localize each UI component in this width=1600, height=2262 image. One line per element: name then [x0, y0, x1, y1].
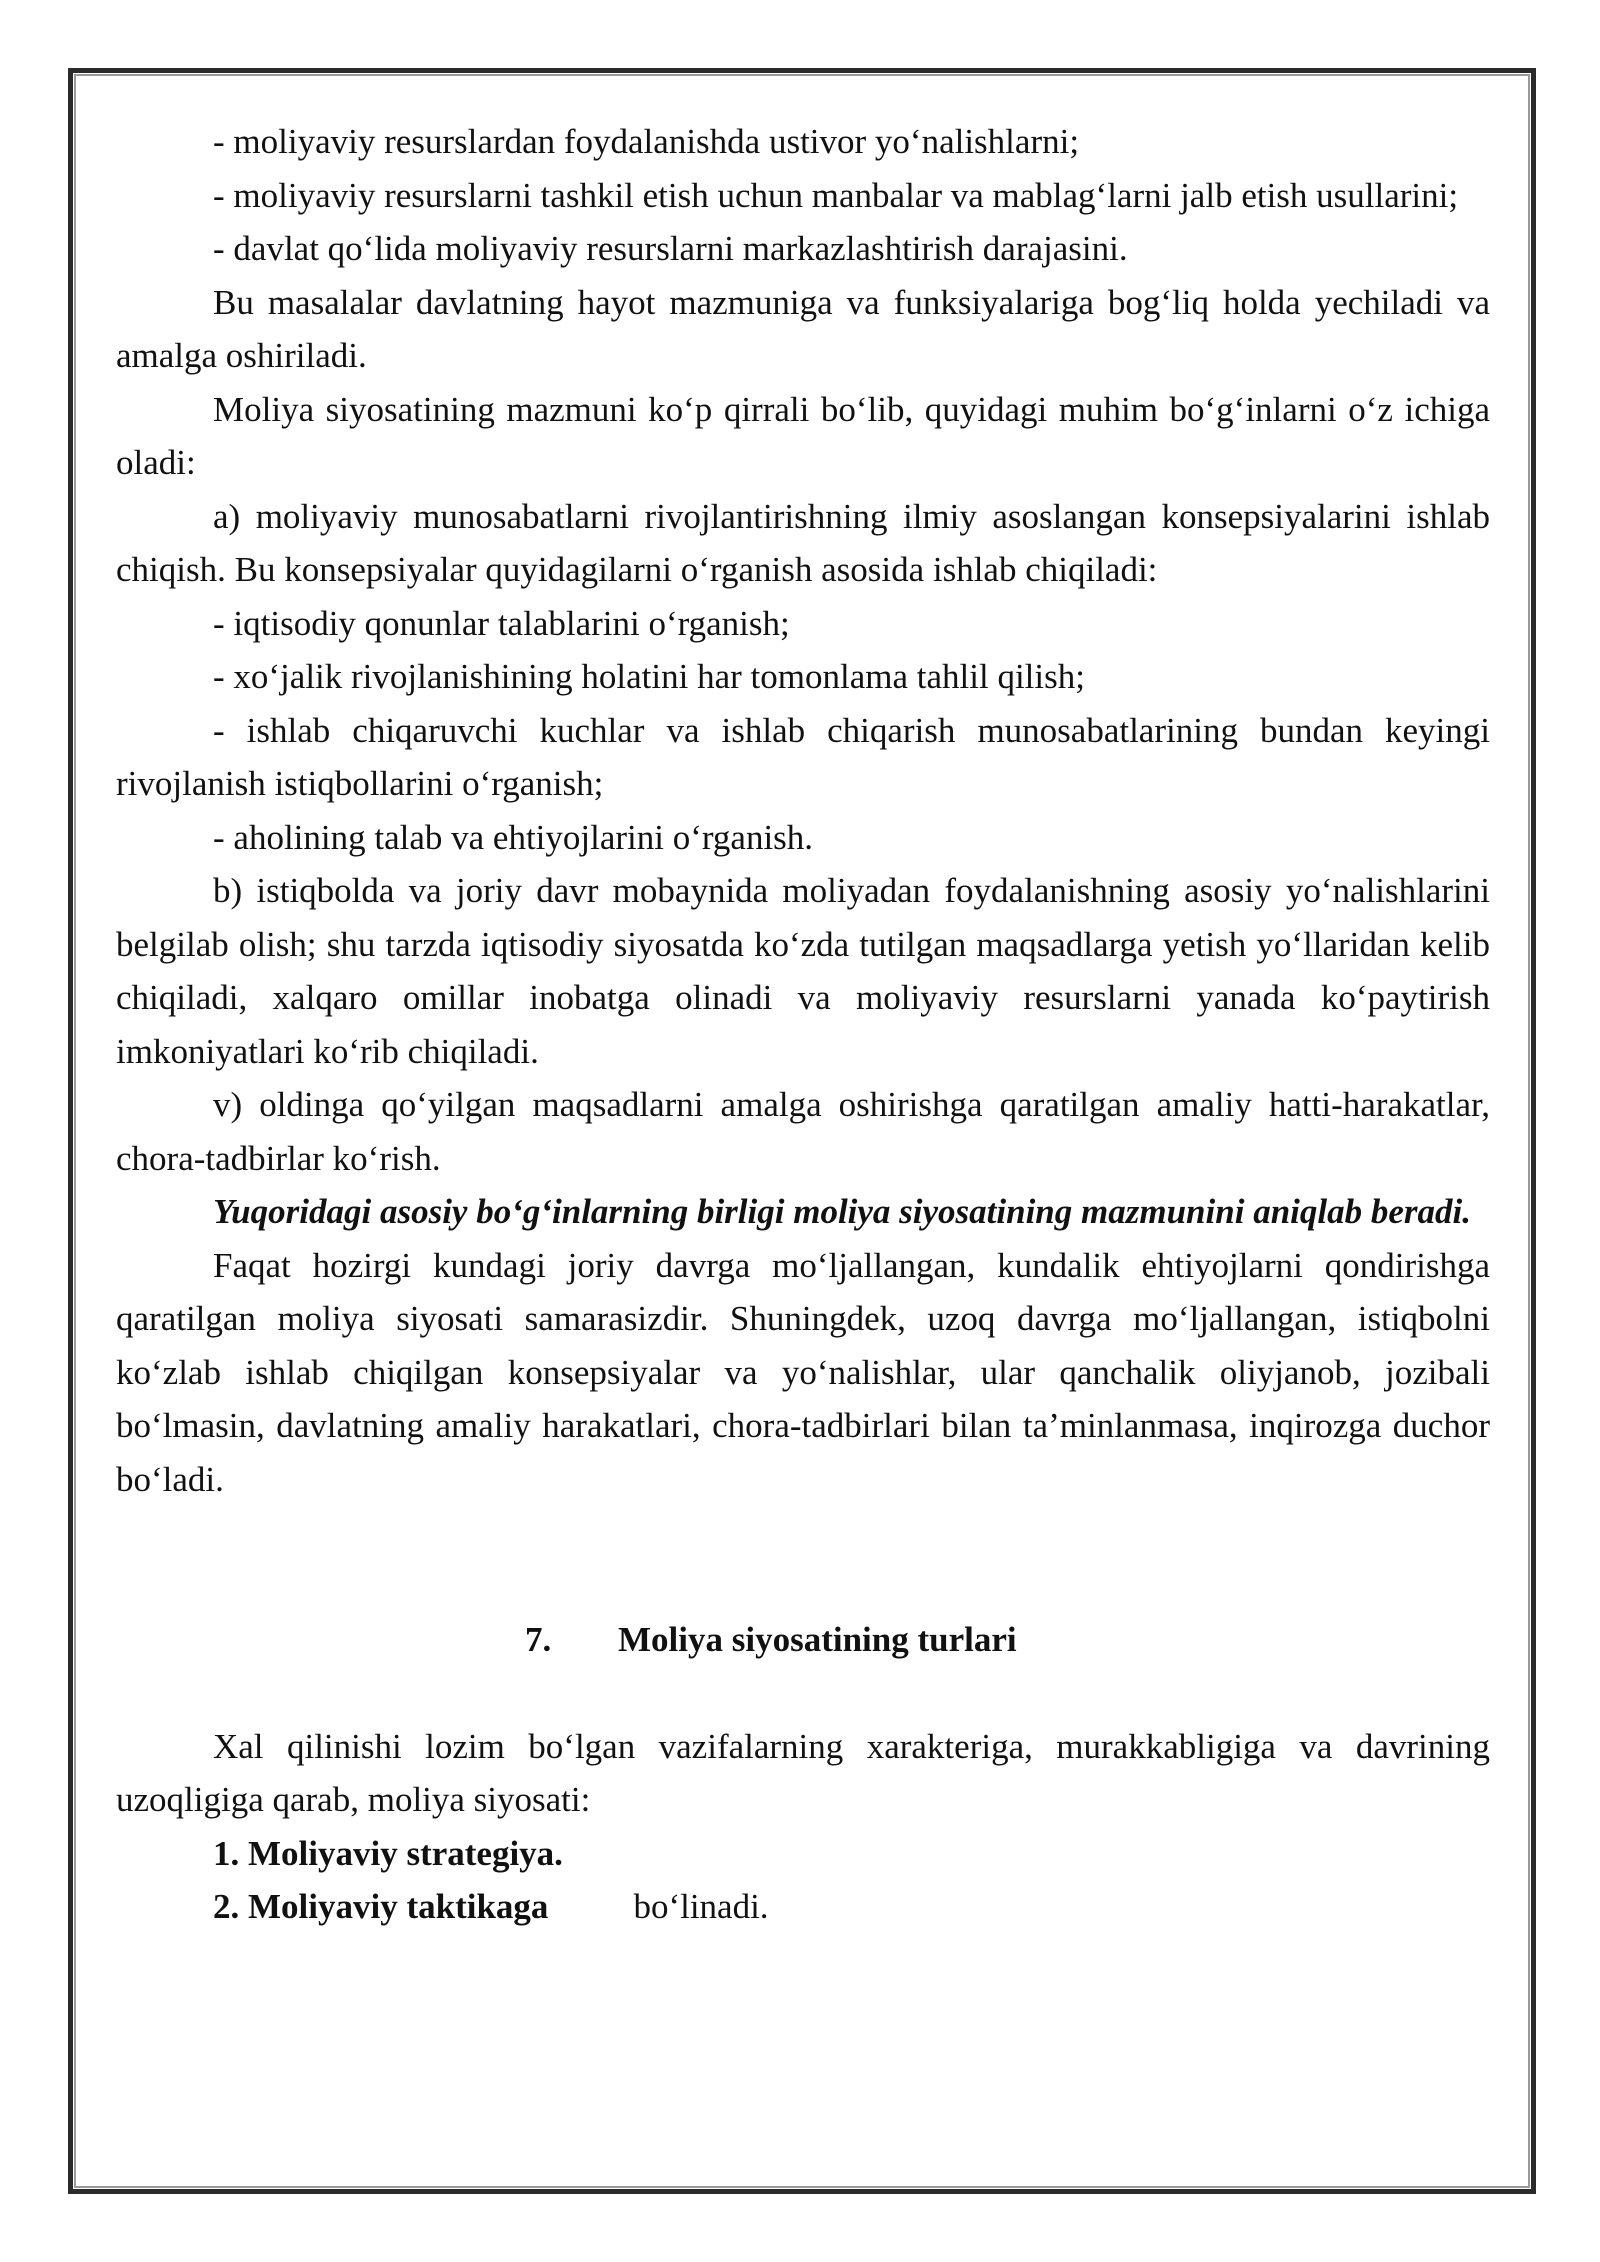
paragraph: - moliyaviy resurslardan foydalanishda ustivor yo‘nalishlarni;: [213, 122, 1080, 161]
paragraph: - xo‘jalik rivojlanishining holatini har tomonlama tahlil qilish;: [213, 657, 1085, 696]
list-item-tail: bo‘linadi.: [633, 1887, 769, 1926]
section-number: 7.: [525, 1620, 552, 1659]
emphasis-paragraph: Yuqoridagi asosiy bo‘g‘inlarning birligi moliya siyosatining mazmunini aniqlab beradi.: [213, 1192, 1471, 1231]
list-item-label: 2. Moliyaviy taktikaga: [213, 1887, 549, 1926]
list-item-with-tail: [116, 1880, 1490, 1934]
list-item: 1. Moliyaviy strategiya.: [213, 1833, 563, 1873]
paragraph: - davlat qo‘lida moliyaviy resurslarni markazlashtirish darajasini.: [213, 229, 1128, 268]
paragraph: Faqat hozirgi kundagi joriy davrga mo‘ljallangan, kundalik ehtiyojlarni qondirishga qaratilgan moliya siyosati samarasizdir. Shuningdek, uzoq davrga mo‘ljallangan, istiqbolni ko‘zlab ishlab chiqilgan konsepsiyalar va yo‘nalishlar, ular qanchalik oliyjanob, jozibali bo‘lmasin, davlatning amaliy harakatlari, chora-tadbirlari bilan ta’minlanmasa, inqirozga duchor bo‘ladi.: [116, 1245, 1490, 1499]
paragraph: - moliyaviy resurslarni tashkil etish uchun manbalar va mablag‘larni jalb etish usullarini;: [213, 175, 1459, 215]
paragraph: b) istiqbolda va joriy davr mobaynida moliyadan foydalanishning asosiy yo‘nalishlarini belgilab olish; shu tarzda iqtisodiy siyosatda ko‘zda tutilgan maqsadlarga yetish yo‘llaridan kelib chiqiladi, xalqaro omillar inobatga olinadi va moliyaviy resurslarni yanada ko‘paytirish imkoniyatlari ko‘rib chiqiladi.: [116, 871, 1490, 1071]
paragraph: - iqtisodiy qonunlar talablarini o‘rganish;: [213, 603, 790, 643]
document-body: [116, 115, 1490, 1934]
paragraph: Bu masalalar davlatning hayot mazmuniga va funksiyalariga bog‘liq holda yechiladi va amalga oshiriladi.: [116, 282, 1490, 375]
paragraph: Xal qilinishi lozim bo‘lgan vazifalarning xarakteriga, murakkabligiga va davrining uzoqligiga qarab, moliya siyosati:: [116, 1726, 1490, 1819]
section-heading: [116, 1613, 1490, 1667]
spacer: [116, 1506, 1490, 1613]
paragraph: v) oldinga qo‘yilgan maqsadlarni amalga oshirishga qaratilgan amaliy hatti-harakatlar, chora-tadbirlar ko‘rish.: [116, 1085, 1490, 1178]
paragraph: Moliya siyosatining mazmuni ko‘p qirrali bo‘lib, quyidagi muhim bo‘g‘inlarni o‘z ichiga oladi:: [116, 389, 1490, 482]
paragraph: - ishlab chiqaruvchi kuchlar va ishlab chiqarish munosabatlarining bundan keyingi rivojlanish istiqbollarini o‘rganish;: [116, 710, 1490, 803]
paragraph: a) moliyaviy munosabatlarni rivojlantirishning ilmiy asoslangan konsepsiyalarini ishlab chiqish. Bu konsepsiyalar quyidagilarni o‘rganish asosida ishlab chiqiladi:: [116, 496, 1490, 589]
spacer: [116, 1667, 1490, 1720]
section-title: Moliya siyosatining turlari: [618, 1620, 1017, 1659]
paragraph: - aholining talab va ehtiyojlarini o‘rganish.: [213, 817, 814, 857]
